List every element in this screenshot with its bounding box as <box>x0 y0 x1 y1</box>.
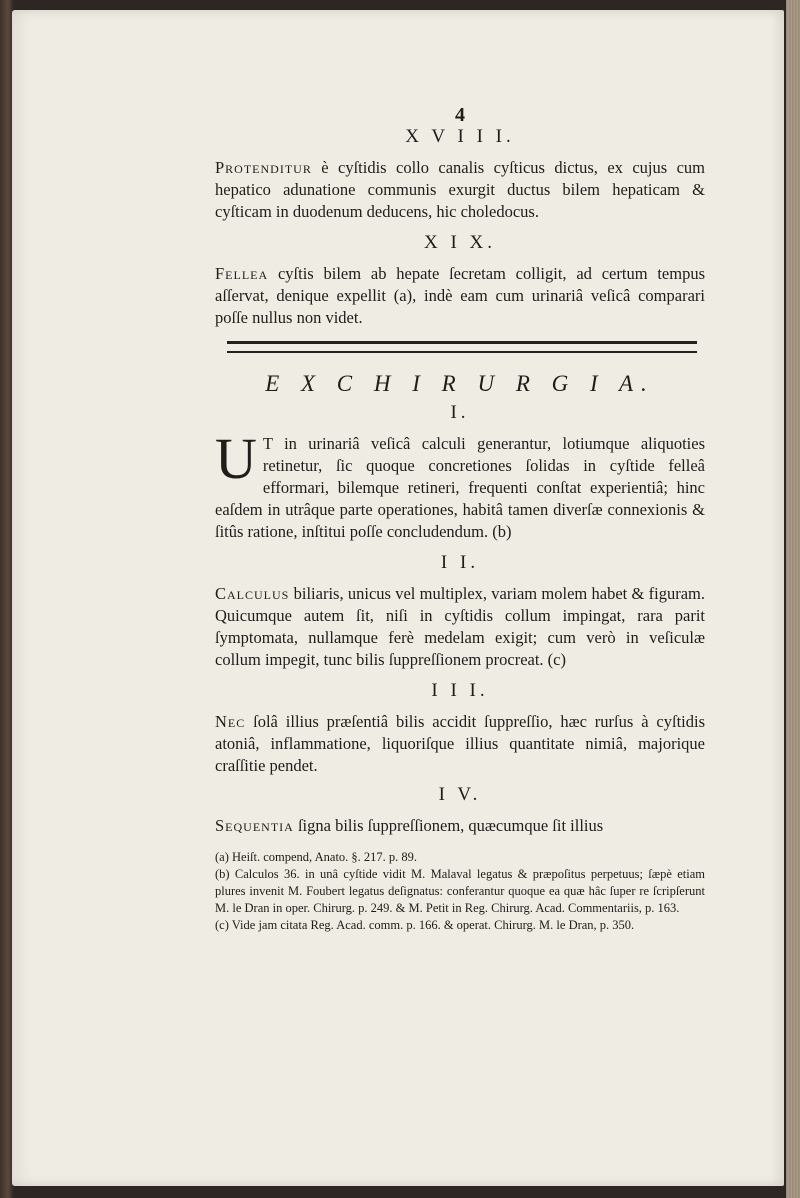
lead-word: Nec <box>215 712 246 731</box>
section-divider-rule <box>227 341 697 353</box>
paragraph-text: cyſtis bilem ab hepate ſecretam colligit, ad certum tempus aſſervat, denique expellit (a), indè eam cum urinariâ veſicâ comparari poſſe nullus non videt. <box>215 264 705 327</box>
paragraph-ii <box>215 583 705 671</box>
paragraph-text: T in urinariâ veſicâ calculi generantur, lotiumque aliquoties retinetur, ſic quoque concretiones ſolidas in cyſtide felleâ efformari, bilemque retineri, frequenti conſtat experientiâ; hinc eaſdem in utrâque parte operationes, habitâ tamen diverſæ connexionis & ſitûs ratione, inſtitui poſſe concludendum. (b) <box>215 434 705 541</box>
drop-cap: U <box>215 426 257 491</box>
section-numeral-i: I. <box>450 402 470 423</box>
page-number: 4 <box>455 104 465 126</box>
section-numeral-xix: X I X. <box>423 232 497 253</box>
footnote-b: (b) Calculos 36. in unâ cyſtide vidit M. Malaval legatus & præpoſitus perpetuus; ſæpè etiam plures invenit M. Foubert legatus deſignatus: conferantur quoque ea quæ hâc ſuper re ſcripſerunt M. le Dran in oper. Chirurg. p. 249. & M. Petit in Reg. Chirurg. Acad. Commentariis, p. 163. <box>215 867 705 915</box>
paragraph-text: ſolâ illius præſentiâ bilis accidit ſuppreſſio, hæc rurſus à cyſtidis atoniâ, inflammatione, liquoriſque illius quantitate nimiâ, majorique craſſitie pendet. <box>215 712 705 775</box>
section-numeral-iii: I I I. <box>431 680 489 701</box>
paragraph-i <box>215 426 705 543</box>
lead-word: Fellea <box>215 264 269 283</box>
paragraph-text: ſigna bilis ſuppreſſionem, quæcumque ſit illius <box>293 816 604 835</box>
section-numeral-ii: I I. <box>440 552 480 573</box>
lead-word: Calculus <box>215 584 290 603</box>
section-numeral-iv: I V. <box>438 784 482 805</box>
paragraph-xviii <box>215 157 705 223</box>
footnotes <box>215 849 705 934</box>
footnote-a: (a) Heiſt. compend, Anato. §. 217. p. 89. <box>215 850 418 864</box>
paragraph-iv <box>215 815 705 837</box>
paragraph-xix <box>215 263 705 329</box>
paragraph-iii <box>215 711 705 777</box>
lead-word: Sequentia <box>215 816 294 835</box>
section-numeral-xviii: X V I I I. <box>405 126 515 147</box>
lead-word: Protenditur <box>215 158 312 177</box>
chapter-title: E X C H I R U R G I A. <box>265 371 655 396</box>
page-content <box>215 105 705 934</box>
page-edges <box>786 0 800 1198</box>
footnote-c: (c) Vide jam citata Reg. Acad. comm. p. 166. & operat. Chirurg. M. le Dran, p. 350. <box>215 918 635 932</box>
paragraph-text: biliaris, unicus vel multiplex, variam molem habet & figuram. Quicumque autem ſit, niſi in cyſtidis collum impingat, rara parit ſymptomata, nullamque ferè medelam exigit; cum verò in veſiculæ collum impegit, tunc bilis ſuppreſſionem procreat. (c) <box>215 584 705 669</box>
paragraph-text: è cyſtidis collo canalis cyſticus dictus, ex cujus cum hepatico adunatione communis exurgit ductus bilem hepaticam & cyſticam in duodenum deducens, hic choledocus. <box>215 158 705 221</box>
